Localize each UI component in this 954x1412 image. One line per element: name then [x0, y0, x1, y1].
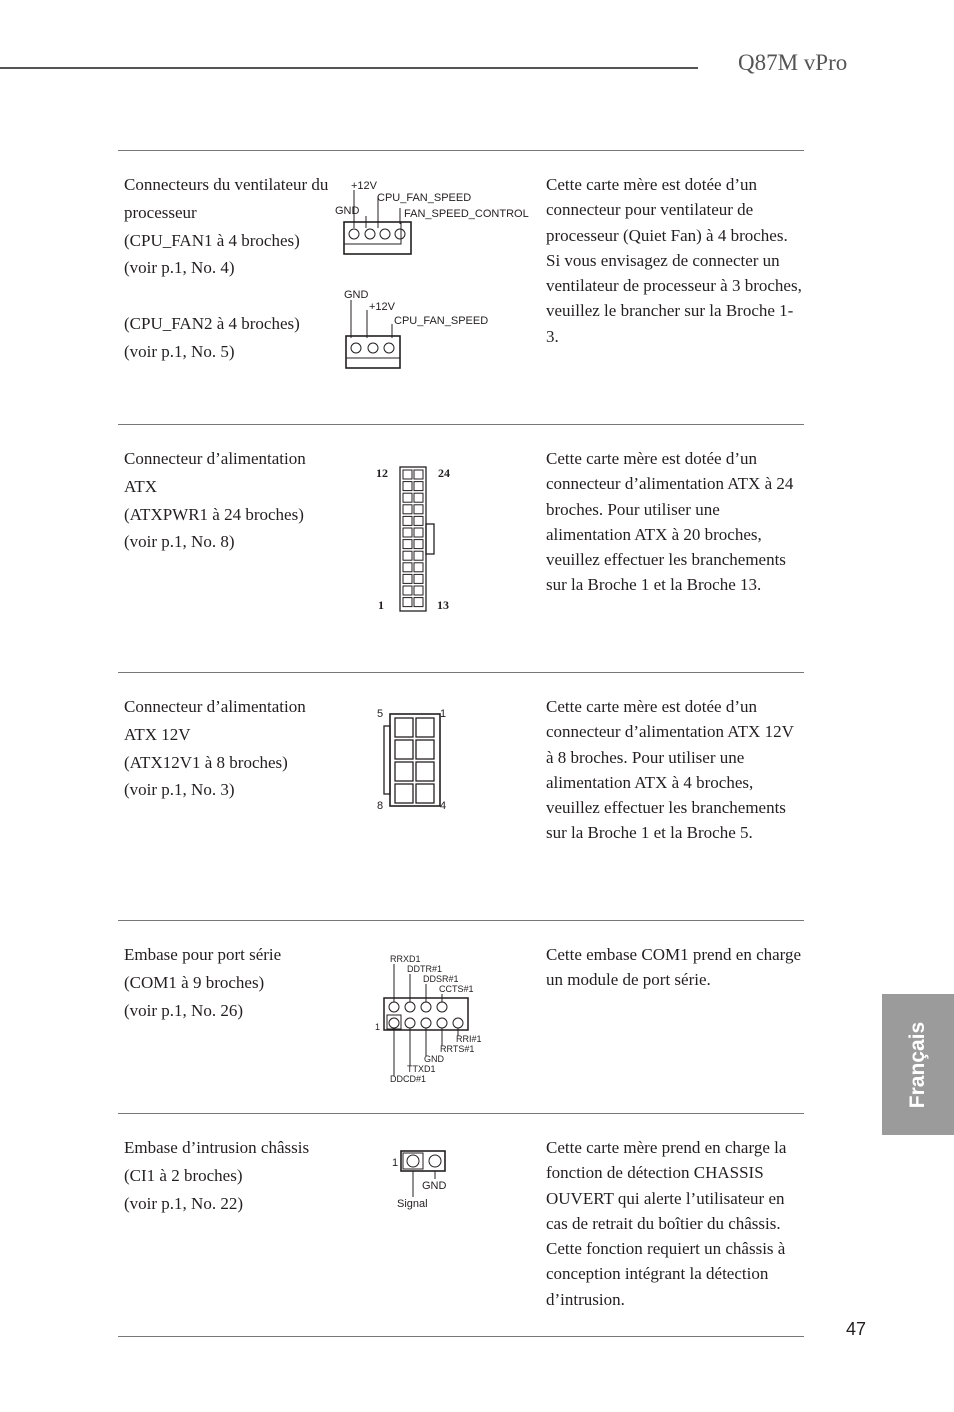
label-gnd: GND — [424, 1054, 444, 1064]
com1-pin — [437, 1018, 447, 1028]
cpu-fan-diagram — [334, 176, 544, 376]
atx24-pin — [414, 470, 423, 479]
cpu-fan-title: Connecteurs du ventilateur du processeur — [124, 175, 329, 222]
atx-power-description — [124, 445, 334, 556]
label-signal: Signal — [397, 1198, 428, 1210]
atx24-pin — [403, 470, 412, 479]
atx12v-pin — [416, 718, 434, 737]
atx24-pin — [414, 540, 423, 549]
atx24-pin — [403, 574, 412, 583]
atx12v-spec: (ATX12V1 à 8 broches) — [124, 752, 288, 772]
serial-port-title: Embase pour port série — [124, 945, 282, 964]
atx24-pin — [414, 505, 423, 514]
atx24-pin — [403, 516, 412, 525]
atx12v-pin — [395, 718, 413, 737]
chassis-intrusion-title: Embase d’intrusion châssis (CI1 à 2 broches) — [124, 1138, 310, 1185]
atx24-pin — [403, 551, 412, 560]
label-cpu-fan-speed: CPU_FAN_SPEED — [394, 315, 489, 327]
atx12v-note: Cette carte mère est dotée d’un connecteur d’alimentation ATX 12V à 8 broches. Pour utiliser une alimentation ATX à 4 broches, veuillez effectuer les branchements sur la Broche 1 et la Broche 5. — [546, 697, 794, 843]
label-cpu-fan-speed: CPU_FAN_SPEED — [377, 192, 472, 204]
com1-pin — [405, 1002, 415, 1012]
atx24-pin — [403, 482, 412, 491]
atx12v-pin-grid — [395, 718, 434, 803]
com1-pin — [405, 1018, 415, 1028]
label-pin-5: 5 — [377, 708, 384, 720]
serial-port-description — [124, 941, 334, 1024]
label-gnd: GND — [422, 1180, 447, 1192]
language-tab-label: Français — [906, 1021, 929, 1108]
page-number: 47 — [846, 1319, 867, 1339]
chassis-intrusion-note: Cette carte mère prend en charge la fonction de détection CHASSIS OUVERT qui alerte l’utilisateur en cas de retrait du boîtier du châssis. Cette fonction requiert un châssis à conception intégrant la détection d’intrusion. — [546, 1138, 787, 1309]
label-pin-12: 12 — [376, 466, 388, 480]
com1-pin — [421, 1002, 431, 1012]
serial-port-note: Cette embase COM1 prend en charge un module de port série. — [546, 945, 802, 990]
label-pin-24: 24 — [438, 466, 450, 480]
com1-pin — [389, 1018, 399, 1028]
atx12v-diagram — [370, 704, 460, 816]
label-gnd: GND — [335, 205, 360, 217]
atx24-pin — [414, 493, 423, 502]
label-pin-1: 1 — [440, 708, 447, 720]
atx12v-ref: (voir p.1, No. 3) — [124, 780, 235, 800]
atx24-pin — [403, 540, 412, 549]
atx-power-title: Connecteur d’alimentation ATX — [124, 449, 306, 496]
atx-power-ref: (voir p.1, No. 8) — [124, 532, 235, 552]
atx12v-description — [124, 693, 334, 804]
atx12v-pin — [416, 784, 434, 803]
atx24-pin — [403, 586, 412, 595]
atx12v-pin — [416, 762, 434, 781]
cpu-fan2-spec: (CPU_FAN2 à 4 broches) — [124, 313, 300, 333]
cpu-fan-note: Cette carte mère est dotée d’un connecteur pour ventilateur de processeur (Quiet Fan) à 4 broches. Si vous envisagez de connecter un ventilateur de processeur à 3 broches, veuillez le brancher sur la Broche 1-3. — [546, 175, 802, 346]
language-tab — [882, 994, 954, 1135]
atx12v-pin — [395, 762, 413, 781]
section-divider — [118, 1113, 804, 1114]
atx24-pin — [414, 598, 423, 607]
atx24-pin — [414, 551, 423, 560]
section-divider — [118, 1336, 804, 1337]
label-pin-1: 1 — [392, 1157, 399, 1169]
com1-diagram — [370, 950, 490, 1090]
model-title: Q87M vPro — [738, 50, 848, 75]
label-pin-1: 1 — [378, 598, 384, 612]
header-rule — [0, 67, 698, 69]
label-ddcd1: DDCD#1 — [390, 1074, 427, 1084]
label-pin-4: 4 — [440, 800, 447, 812]
chassis-intrusion-ref: (voir p.1, No. 22) — [124, 1193, 243, 1213]
cpu-fan1-ref: (voir p.1, No. 4) — [124, 258, 235, 278]
atx12v-pin — [395, 784, 413, 803]
section-divider — [118, 920, 804, 921]
spacer — [124, 282, 334, 310]
atx24-pin — [403, 563, 412, 572]
com1-pin — [453, 1018, 463, 1028]
atx24-pin — [414, 528, 423, 537]
serial-port-spec: (COM1 à 9 broches) — [124, 972, 265, 992]
atx24-pin — [414, 516, 423, 525]
chassis-intrusion-description — [124, 1134, 334, 1217]
atx24-pin — [414, 482, 423, 491]
serial-port-ref: (voir p.1, No. 26) — [124, 1000, 243, 1020]
label-pin-1: 1 — [375, 1022, 381, 1032]
label-gnd: GND — [344, 289, 369, 301]
atx12v-pin — [395, 740, 413, 759]
atx24-pin — [414, 586, 423, 595]
atx24-pin — [414, 574, 423, 583]
label-rrxd1: RRXD1 — [390, 954, 421, 964]
com1-pin — [389, 1002, 399, 1012]
label-rrts1: RRTS#1 — [440, 1044, 475, 1054]
label-ttxd1: TTXD1 — [407, 1064, 436, 1074]
atx12v-title: Connecteur d’alimentation ATX 12V — [124, 697, 306, 744]
atx24-pin — [414, 563, 423, 572]
section-divider — [118, 150, 804, 151]
com1-pin — [437, 1002, 447, 1012]
atx24-pin — [403, 505, 412, 514]
atx24-diagram — [370, 460, 470, 620]
cpu-fan2-ref: (voir p.1, No. 5) — [124, 341, 235, 361]
com1-pins — [387, 1002, 463, 1029]
ci1-diagram — [390, 1145, 460, 1215]
label-ddsr1: DDSR#1 — [423, 974, 459, 984]
com1-pin — [421, 1018, 431, 1028]
section-divider — [118, 424, 804, 425]
atx-power-note: Cette carte mère est dotée d’un connecteur d’alimentation ATX à 24 broches. Pour utiliser une alimentation ATX à 20 broches, veuillez effectuer les branchements sur la Broche 1 et la Broche 13. — [546, 449, 794, 595]
cpu-fan1-spec: (CPU_FAN1 à 4 broches) — [124, 230, 300, 250]
label-pin-13: 13 — [437, 598, 449, 612]
atx24-pin — [403, 493, 412, 502]
atx24-pin-grid — [403, 470, 423, 607]
atx12v-pin — [416, 740, 434, 759]
label-ddtr1: DDTR#1 — [407, 964, 443, 974]
label-plus12v: +12V — [351, 180, 377, 192]
label-plus12v: +12V — [369, 301, 395, 313]
section-divider — [118, 672, 804, 673]
atx-power-spec: (ATXPWR1 à 24 broches) — [124, 504, 304, 524]
atx24-pin — [403, 598, 412, 607]
label-ccts1: CCTS#1 — [439, 984, 474, 994]
label-fan-speed-control: FAN_SPEED_CONTROL — [404, 208, 529, 220]
atx24-pin — [403, 528, 412, 537]
label-rri1: RRI#1 — [456, 1034, 482, 1044]
label-pin-8: 8 — [377, 800, 384, 812]
cpu-fan-description — [124, 171, 334, 366]
